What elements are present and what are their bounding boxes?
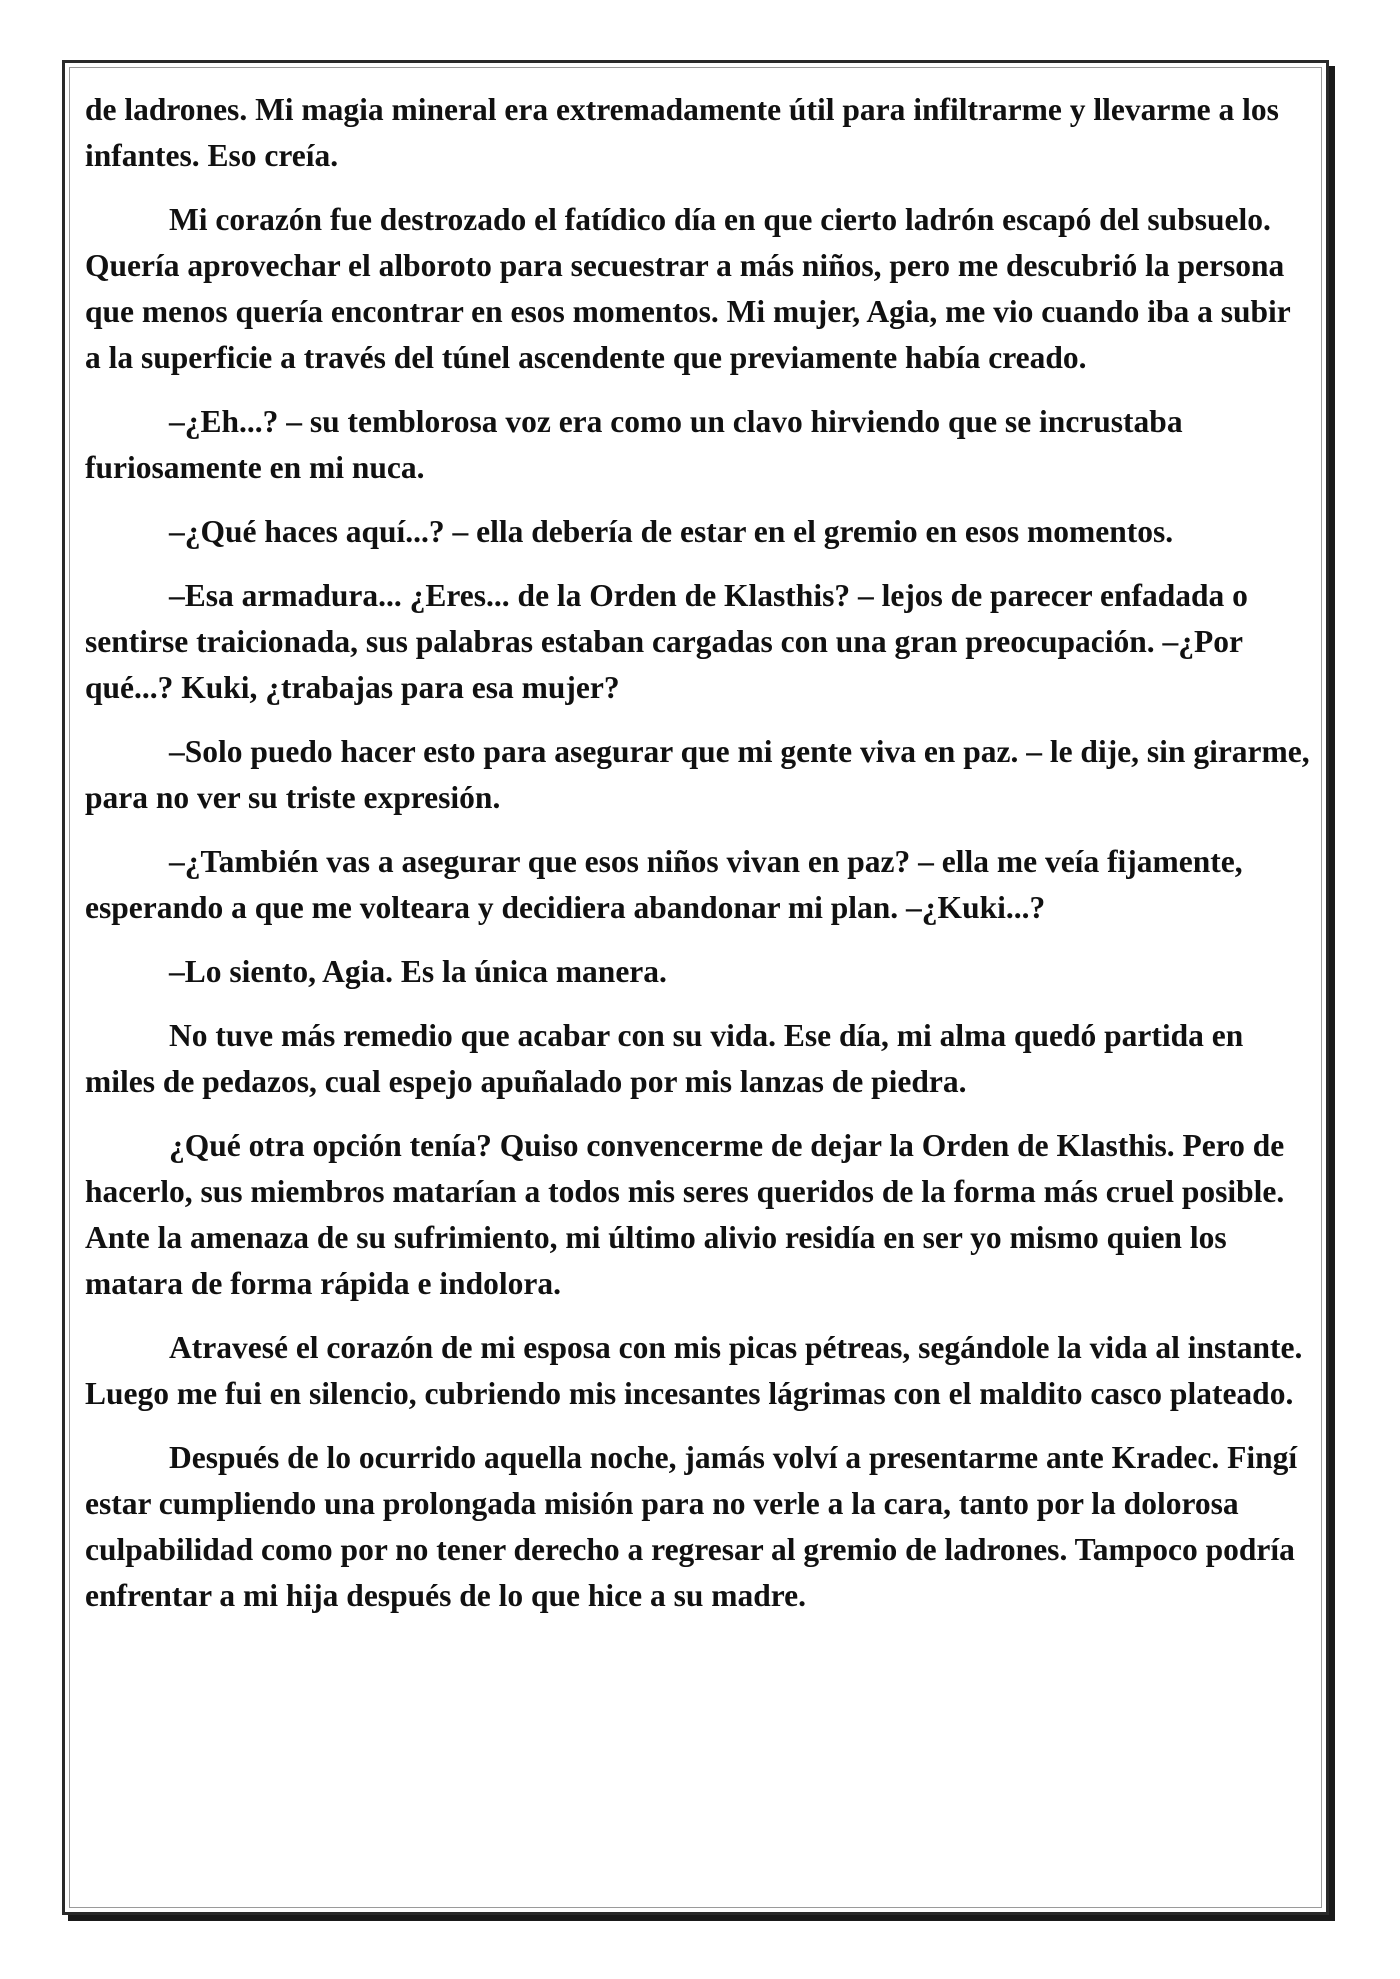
dialogue-paragraph: –¿Eh...? – su temblorosa voz era como un clavo hirviendo que se incrustaba furiosamente en mi nuca.	[85, 404, 1183, 485]
dialogue-paragraph: –Esa armadura... ¿Eres... de la Orden de Klasthis? – lejos de parecer enfadada o sentirse traicionada, sus palabras estaban cargadas con una gran preocupación. –¿Por qué...? Kuki, ¿trabajas para esa mujer?	[85, 578, 1248, 705]
dialogue-paragraph: –Lo siento, Agia. Es la única manera.	[169, 954, 667, 989]
page-frame	[62, 60, 1329, 1915]
paragraph: Atravesé el corazón de mi esposa con mis picas pétreas, segándole la vida al instante. Luego me fui en silencio, cubriendo mis incesantes lágrimas con el maldito casco plateado.	[85, 1330, 1303, 1411]
text-body	[85, 87, 1313, 1637]
paragraph: Mi corazón fue destrozado el fatídico día en que cierto ladrón escapó del subsuelo. Quería aprovechar el alboroto para secuestrar a más niños, pero me descubrió la persona que menos quería encontrar en esos momentos. Mi mujer, Agia, me vio cuando iba a subir a la superficie a través del túnel ascendente que previamente había creado.	[85, 202, 1291, 375]
paragraph: ¿Qué otra opción tenía? Quiso convencerme de dejar la Orden de Klasthis. Pero de hacerlo, sus miembros matarían a todos mis seres queridos de la forma más cruel posible. Ante la amenaza de su sufrimiento, mi último alivio residía en ser yo mismo quien los matara de forma rápida e indolora.	[85, 1128, 1285, 1301]
paragraph: de ladrones. Mi magia mineral era extremadamente útil para infiltrarme y llevarme a los infantes. Eso creía.	[85, 92, 1279, 173]
paragraph: Después de lo ocurrido aquella noche, jamás volví a presentarme ante Kradec. Fingí estar cumpliendo una prolongada misión para no verle a la cara, tanto por la dolorosa culpabilidad como por no tener derecho a regresar al gremio de ladrones. Tampoco podría enfrentar a mi hija después de lo que hice a su madre.	[85, 1440, 1298, 1613]
dialogue-paragraph: –¿También vas a asegurar que esos niños vivan en paz? – ella me veía fijamente, esperando a que me volteara y decidiera abandonar mi plan. –¿Kuki...?	[85, 844, 1243, 925]
paragraph: No tuve más remedio que acabar con su vida. Ese día, mi alma quedó partida en miles de pedazos, cual espejo apuñalado por mis lanzas de piedra.	[85, 1018, 1244, 1099]
dialogue-paragraph: –¿Qué haces aquí...? – ella debería de estar en el gremio en esos momentos.	[169, 514, 1174, 549]
dialogue-paragraph: –Solo puedo hacer esto para asegurar que mi gente viva en paz. – le dije, sin girarme, para no ver su triste expresión.	[85, 734, 1310, 815]
